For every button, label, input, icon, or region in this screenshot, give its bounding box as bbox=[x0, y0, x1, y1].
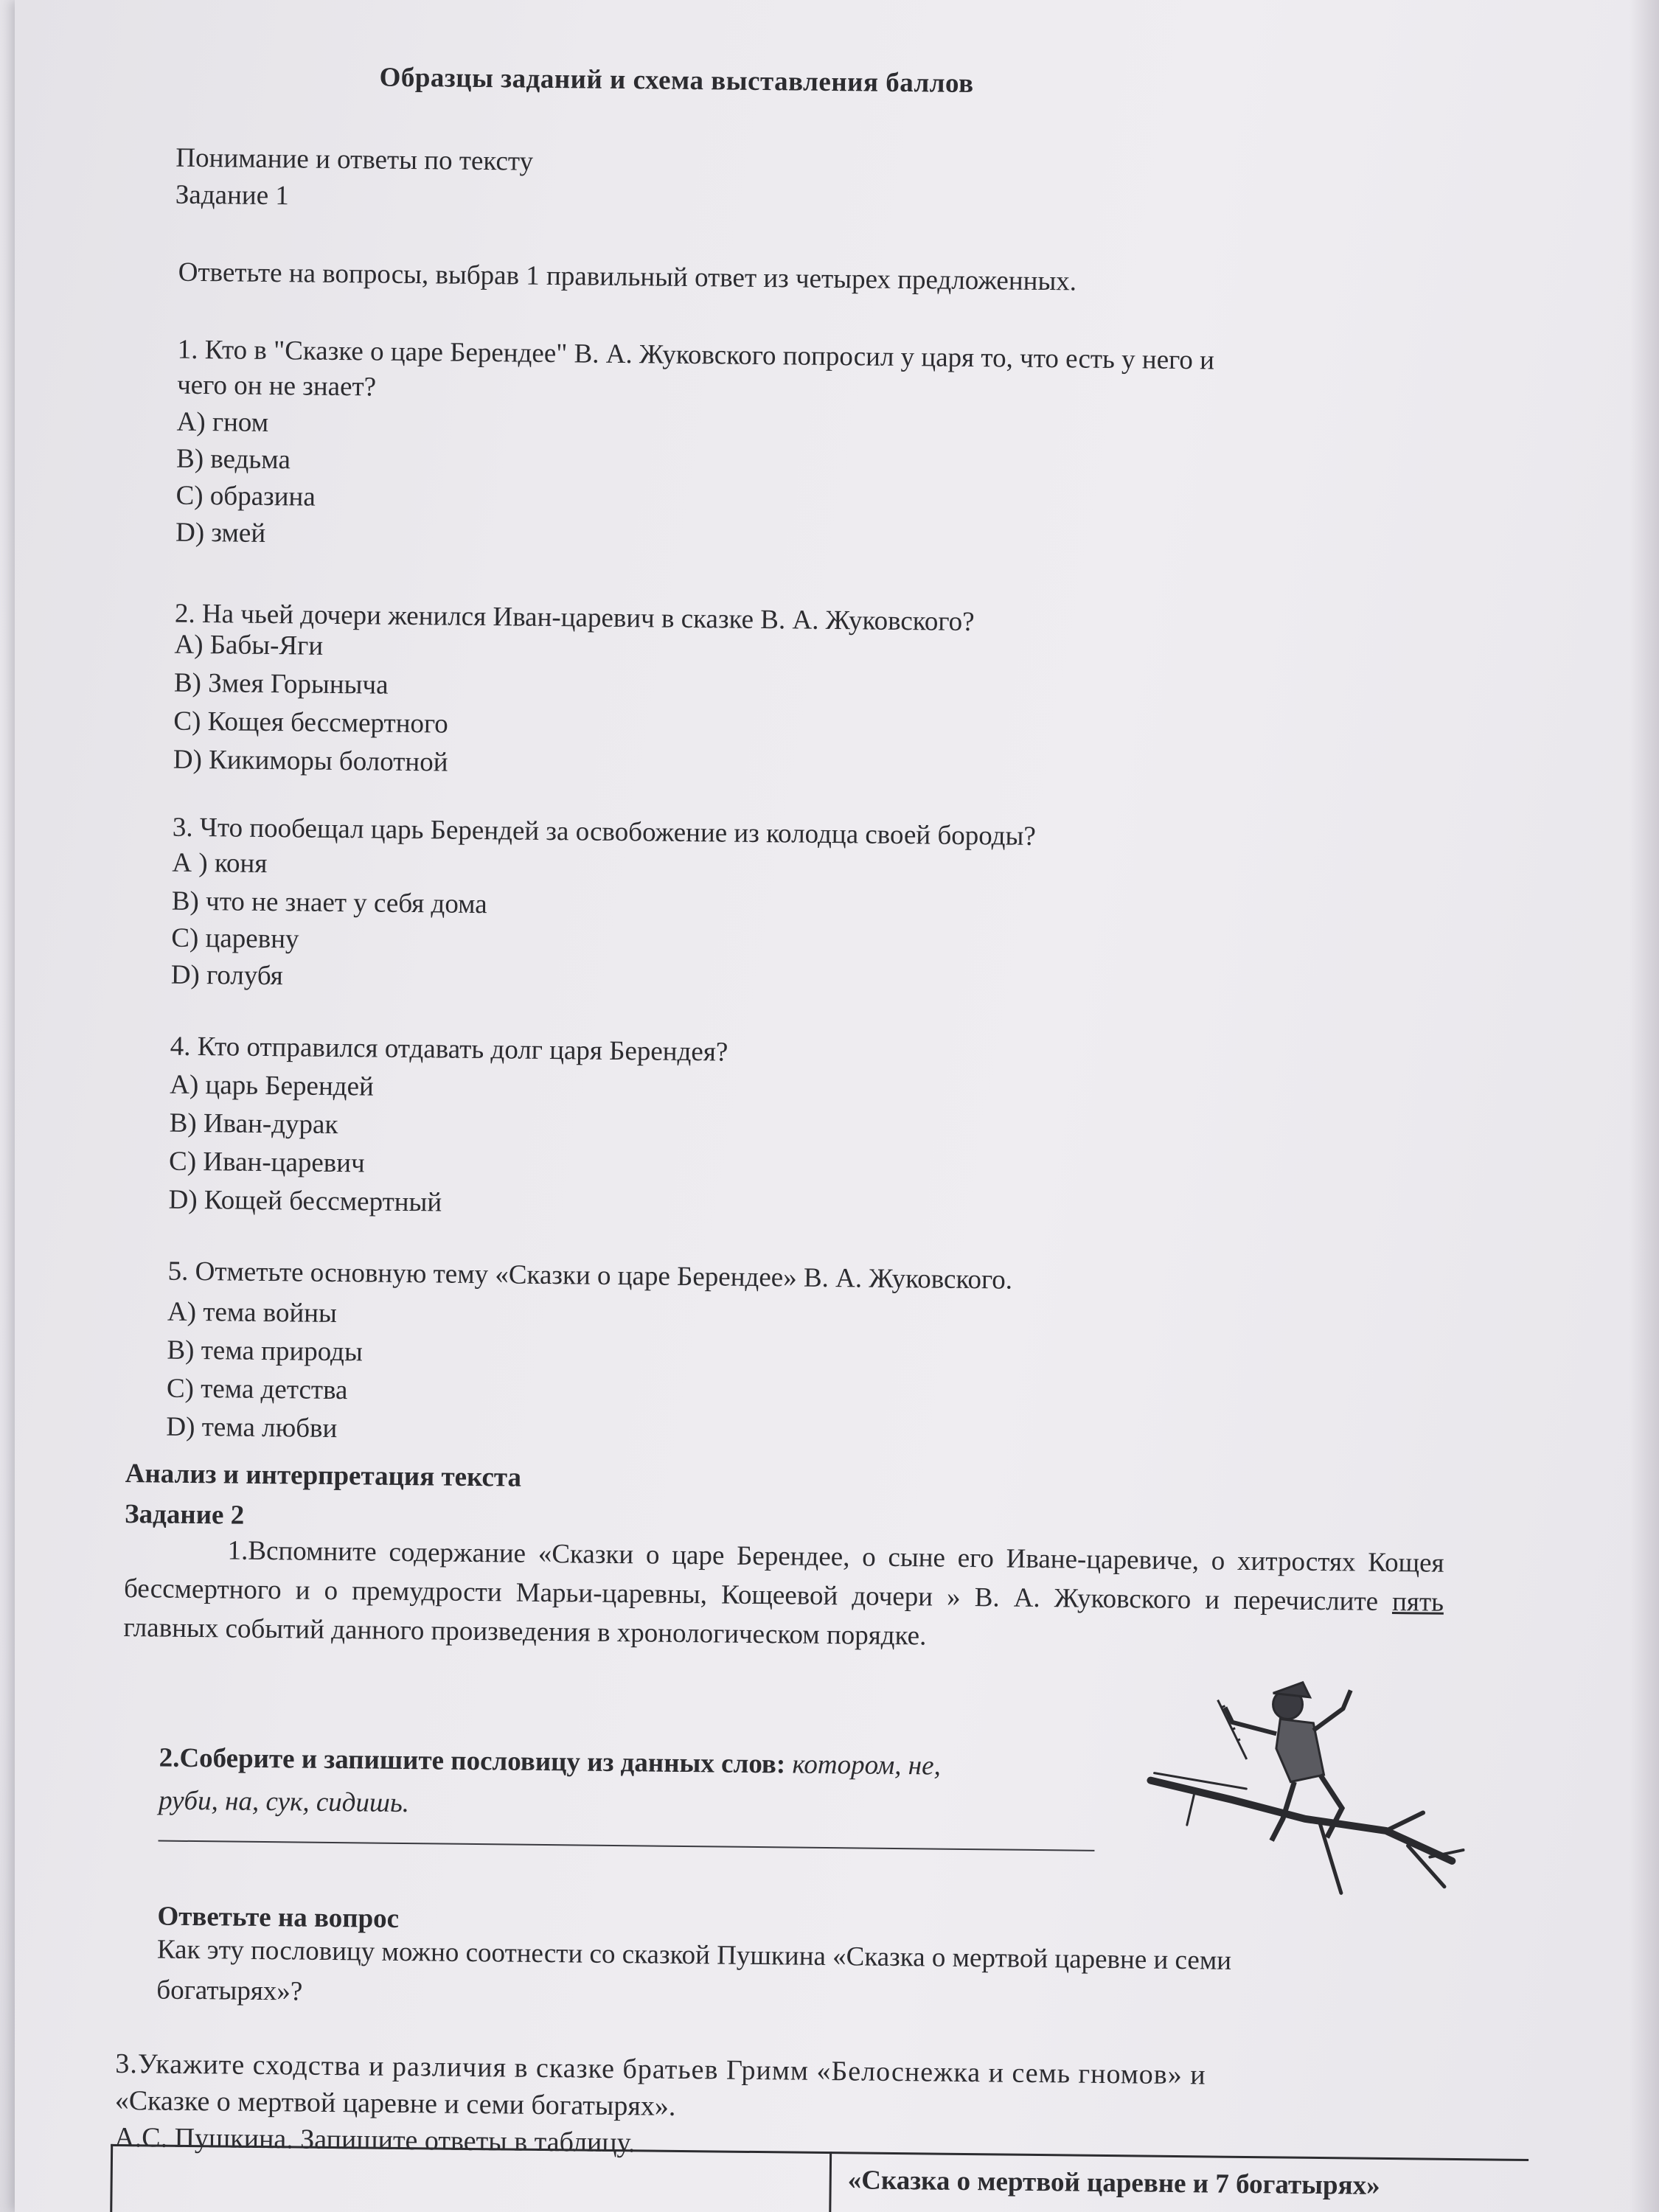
task2-item3-line2: «Сказке о мертвой царевне и семи богатырях». bbox=[114, 2084, 676, 2122]
task2-item1-underlined: пять bbox=[1391, 1587, 1444, 1618]
q1-option-d: D) змей bbox=[175, 517, 266, 549]
task2-item1-text-after: главных событий данного произведения в хронологическом порядке. bbox=[123, 1613, 927, 1652]
answer-table-header-right: «Сказка о мертвой царевне и 7 богатырях» bbox=[847, 2165, 1380, 2201]
section1-heading: Понимание и ответы по тексту bbox=[175, 142, 534, 177]
q3-option-b: В) что не знает у себя дома bbox=[171, 886, 487, 920]
section2-heading: Анализ и интерпретация текста bbox=[125, 1458, 522, 1493]
document-title: Образцы заданий и схема выставления баллов bbox=[379, 62, 974, 99]
task2-item1 bbox=[123, 1530, 1444, 1661]
q1-option-b: В) ведьма bbox=[175, 443, 291, 476]
question-heading: Ответьте на вопрос bbox=[157, 1901, 400, 1934]
q4-text: 4. Кто отправился отдавать долг царя Берендея? bbox=[170, 1031, 728, 1068]
illustration-man-on-branch bbox=[1142, 1677, 1469, 1910]
q1-option-c: С) образина bbox=[175, 480, 316, 512]
q3-option-d: D) голубя bbox=[170, 959, 283, 992]
q5-option-b: В) тема природы bbox=[167, 1335, 364, 1368]
q2-option-a: А) Бабы-Яги bbox=[174, 629, 324, 661]
section1-task-label: Задание 1 bbox=[175, 179, 290, 212]
task2-item1-text-before: 1.Вспомните содержание «Сказки о царе Берендее, о сыне его Иване-царевиче, о хитростях Кощея бессмертного и о премудрости Марьи-царевны, Кощеевой дочери » В. А. Жуковского и перечислите bbox=[123, 1535, 1444, 1618]
task2-item2-words-line1: котором, не, bbox=[792, 1749, 942, 1781]
q3-text: 3. Что пообещал царь Берендей за освобожение из колодца своей бороды? bbox=[172, 812, 1037, 852]
q1-text-line2: чего он не знает? bbox=[176, 369, 377, 403]
q3-option-c: С) царевну bbox=[171, 922, 299, 955]
task2-item2-lead: 2.Соберите и запишите пословицу из данных слов: bbox=[159, 1742, 793, 1780]
q4-option-b: В) Иван-дурак bbox=[169, 1107, 338, 1141]
q3-option-a: А ) коня bbox=[172, 847, 268, 879]
section1-instruction: Ответьте на вопросы, выбрав 1 правильный ответ из четырех предложенных. bbox=[178, 257, 1077, 297]
section2-task-label: Задание 2 bbox=[124, 1499, 245, 1531]
task2-item2-words-line2: руби, на, сук, сидишь. bbox=[158, 1785, 410, 1819]
q2-text: 2. На чьей дочери женился Иван-царевич в сказке В. А. Жуковского? bbox=[174, 598, 975, 638]
question-line2: богатырях»? bbox=[156, 1975, 303, 2007]
answer-underline bbox=[159, 1840, 1095, 1851]
q5-option-c: С) тема детства bbox=[166, 1373, 348, 1406]
q4-option-a: А) царь Берендей bbox=[170, 1069, 375, 1102]
task2-item3-line1: 3.Укажите сходства и различия в сказке братьев Гримм «Белоснежка и семь гномов» и bbox=[115, 2048, 1206, 2091]
q5-option-a: А) тема войны bbox=[167, 1296, 338, 1329]
q4-option-c: С) Иван-царевич bbox=[168, 1146, 365, 1179]
task2-item3-line3: А.С. Пушкина. Запишите ответы в таблицу. bbox=[114, 2121, 636, 2159]
q1-text-line1: 1. Кто в "Сказке о царе Берендее" В. А. Жуковского попросил у царя то, что есть у него и bbox=[177, 334, 1215, 376]
q5-option-d: D) тема любви bbox=[166, 1411, 338, 1444]
task2-item2-line1 bbox=[159, 1741, 941, 1784]
q5-text: 5. Отметьте основную тему «Сказки о царе Берендее» В. А. Жуковского. bbox=[167, 1256, 1013, 1295]
q4-option-d: D) Кощей бессмертный bbox=[168, 1184, 442, 1218]
q1-option-a: А) гном bbox=[176, 406, 269, 438]
q2-option-d: D) Кикиморы болотной bbox=[173, 744, 448, 778]
question-line1: Как эту пословицу можно соотнести со сказкой Пушкина «Сказка о мертвой царевне и семи bbox=[156, 1934, 1232, 1976]
q2-option-b: В) Змея Горыныча bbox=[173, 667, 389, 700]
q2-option-c: С) Кощея бессмертного bbox=[173, 706, 448, 740]
